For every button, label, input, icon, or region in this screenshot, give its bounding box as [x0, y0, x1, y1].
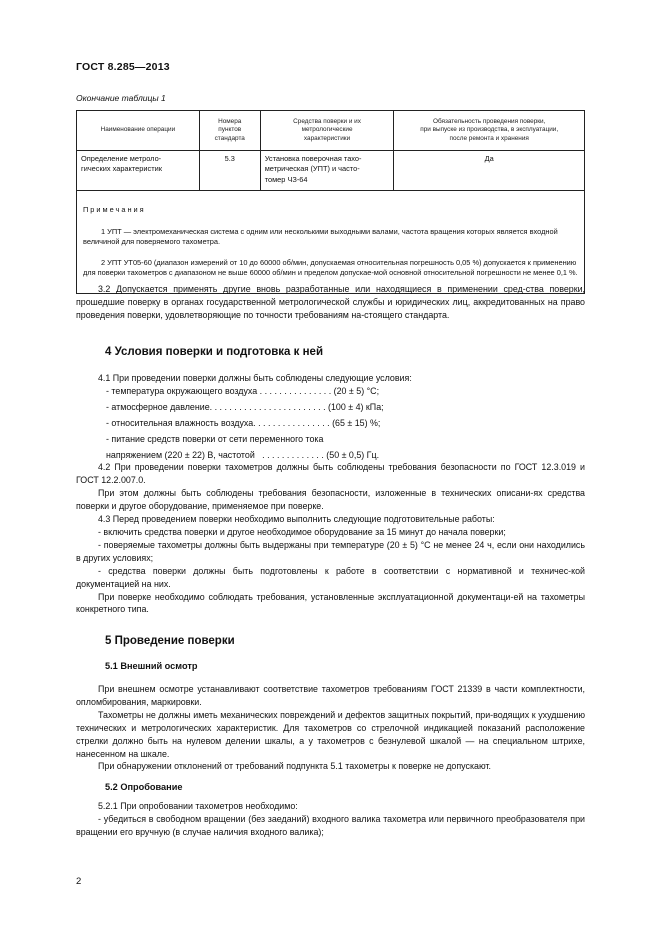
paragraph-5-1a: При внешнем осмотре устанавливают соответствие тахометров требованиям ГОСТ 21339 в части комплектности, опломбирования, маркировки. — [76, 684, 585, 707]
table-caption: Окончание таблицы 1 — [76, 93, 166, 103]
table-notes — [77, 191, 585, 294]
paragraph-5-1b: Тахометры не должны иметь механических повреждений и дефектов защитных покрытий, при-водящих к ухудшению технических и метрологических характеристик. Для тахометров со стрелочной индикацией показаний расположение стрелки должно быть на нулевом делении шкалы, а у тахометров с безнулевой шкалой — на специальном штрихе, нанесенном на шкале. — [76, 709, 585, 759]
condition-humidity: - относительная влажность воздуха. . . . . . . . . . . . . . . . (65 ± 15) %; — [106, 417, 381, 428]
paragraph-4-2b: При этом должны быть соблюдены требования безопасности, изложенные в технических описани-ях средства поверки и другое оборудование, применяемое при поверке. — [76, 488, 585, 512]
paragraph-5-1c: При обнаружении отклонений от требований подпункта 5.1 тахометры к поверке не допускают. — [98, 761, 491, 772]
paragraph-5-2-1: 5.2.1 При опробовании тахометров необходимо: — [98, 801, 298, 811]
col-header-means: Средства поверки и их метрологические характеристики — [260, 111, 394, 151]
operations-table — [76, 110, 585, 294]
cell-clause: 5.3 — [199, 151, 260, 191]
col-header-mandatory: Обязательность проведения поверки, при выпуске из производства, в эксплуатации, после ремонта и хранения — [394, 111, 585, 151]
paragraph-4-3d: При поверке необходимо соблюдать требования, установленные эксплуатационной документаци-ей на тахометры конкретного типа. — [76, 591, 585, 615]
section-5-2-body — [76, 800, 585, 839]
condition-pressure: - атмосферное давление. . . . . . . . . . . . . . . . . . . . . . . . (100 ± 4) кПа; — [106, 401, 384, 412]
notes-title: Примечания — [83, 205, 146, 215]
section-4-title: 4 Условия поверки и подготовка к ней — [105, 346, 324, 358]
note-1: 1 УПТ — электромеханическая система с одним или несколькими выходными валами, частота вращения которых является входной величиной для поверяемого тахометра. — [83, 227, 558, 247]
subsection-5-1-title: 5.1 Внешний осмотр — [105, 661, 198, 671]
section-4-body — [76, 372, 585, 616]
paragraph-4-3b: - поверяемые тахометры должны быть выдержаны при температуре (20 ± 5) °С не менее 24 ч, если они находились в других условиях; — [76, 539, 585, 563]
paragraph-3-2 — [76, 283, 585, 322]
col-header-operation: Наименование операции — [77, 111, 200, 151]
paragraph-text: 3.2 Допускается применять другие вновь разработанные или находящиеся в применении сред-ства поверки, прошедшие поверку в органах государственной метрологической службы и юридических лиц, аккредитованных на право проведения поверки, удовлетворяющие по точности требованиям на-стоящего стандарта. — [76, 284, 585, 320]
table-row — [77, 151, 585, 191]
paragraph-5-2-1a: - убедиться в свободном вращении (без заеданий) входного валика тахометра или первичного преобразователя при вращении его вручную (в случае наличия входного валика); — [76, 813, 585, 837]
paragraph-4-1: 4.1 При проведении поверки должны быть соблюдены следующие условия: — [98, 373, 412, 383]
section-5-1-body — [76, 680, 585, 773]
col-header-clause: Номера пунктов стандарта — [199, 111, 260, 151]
condition-temperature: - температура окружающего воздуха . . . . . . . . . . . . . . . (20 ± 5) °С; — [106, 385, 380, 396]
paragraph-4-3c: - средства поверки должны быть подготовлены к работе в соответствии с нормативной и техничес-кой документацией на них. — [76, 565, 585, 589]
condition-power: - питание средств поверки от сети переменного тока — [106, 433, 324, 444]
paragraph-4-3: 4.3 Перед проведением поверки необходимо выполнить следующие подготовительные работы: — [98, 514, 495, 525]
note-2: 2 УПТ УТ05-60 (диапазон измерений от 10 до 60000 об/мин, допускаемая относительная погрешность 0,05 %) допускается к применению для поверки тахометров с диапазоном не выше 60000 об/мин и пределом допускае-мой основной относительной погрешности не менее 0,1 %. — [83, 257, 578, 278]
condition-voltage: напряжением (220 ± 22) В, частотой . . . . . . . . . . . . . (50 ± 0,5) Гц. — [106, 449, 380, 460]
cell-mandatory: Да — [394, 151, 585, 191]
paragraph-4-2: 4.2 При проведении поверки тахометров должны быть соблюдены требования безопасности по ГОСТ 12.3.019 и ГОСТ 12.2.007.0. — [76, 462, 585, 486]
document-id: ГОСТ 8.285—2013 — [76, 61, 170, 73]
subsection-5-2-title: 5.2 Опробование — [105, 782, 183, 792]
page-number: 2 — [76, 876, 82, 887]
paragraph-4-3a: - включить средства поверки и другое необходимое оборудование за 15 минут до начала поверки; — [98, 526, 506, 537]
cell-means: Установка поверочная тахо- метрическая (УПТ) и часто- томер ЧЗ-64 — [260, 151, 394, 191]
cell-operation: Определение метроло- гических характеристик — [77, 151, 200, 191]
section-5-title: 5 Проведение поверки — [105, 635, 235, 647]
